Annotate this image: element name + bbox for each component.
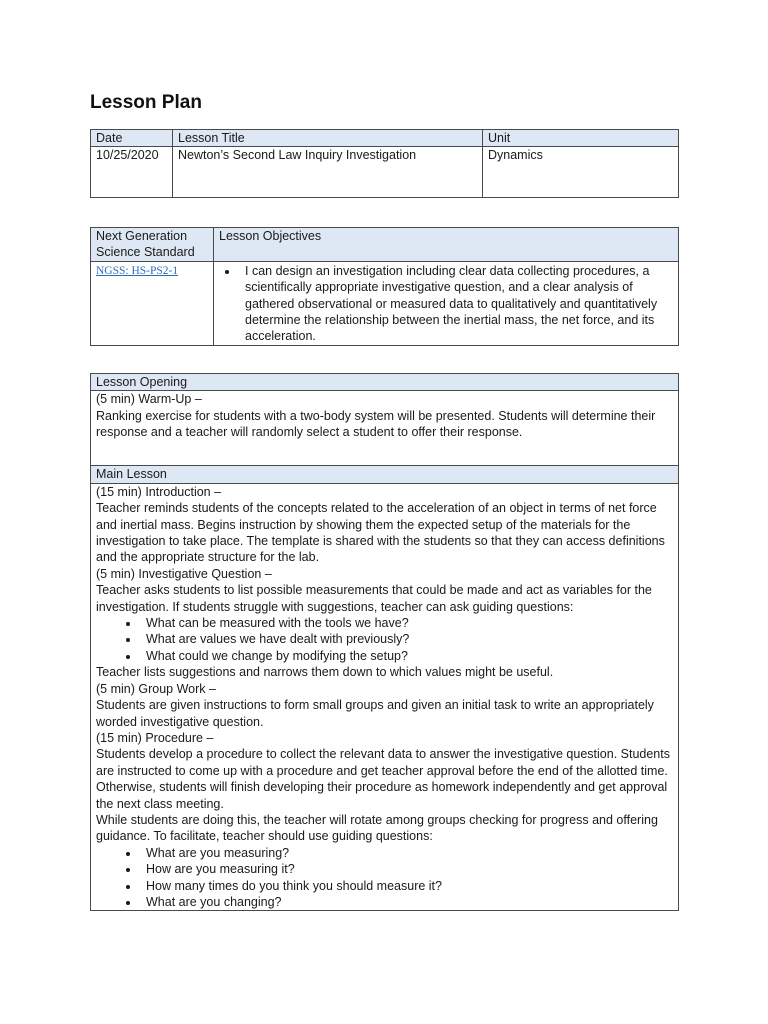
page-title: Lesson Plan — [90, 92, 202, 113]
unit-value: Dynamics — [483, 147, 679, 198]
list-item: • How are you measuring it? — [140, 861, 673, 877]
group-heading: (5 min) Group Work – — [96, 681, 216, 696]
lesson-title-value: Newton’s Second Law Inquiry Investigation — [173, 147, 483, 198]
list-item: • What are you changing? — [140, 894, 673, 910]
lesson-opening-section — [91, 391, 679, 466]
procedure-text: Students develop a procedure to collect the relevant data to answer the investigative question. Students are instructed to come up with a procedure and get teacher approval before the end of the allotted time. Otherwise, students will finish developing their procedure as homework independently and get approval the next class meeting. — [96, 747, 670, 811]
lesson-opening-header: Lesson Opening — [91, 374, 679, 391]
header-objectives: Lesson Objectives — [214, 228, 679, 262]
header-date: Date — [91, 130, 173, 147]
header-ngss: Next Generation Science Standard — [91, 228, 214, 262]
info-header-row — [91, 130, 679, 147]
lesson-info-table — [90, 129, 679, 198]
header-unit: Unit — [483, 130, 679, 147]
date-value: 10/25/2020 — [91, 147, 173, 198]
main-lesson-section — [91, 483, 679, 911]
question-bullets — [96, 615, 673, 664]
list-item: • What could we change by modifying the setup? — [140, 648, 673, 664]
main-lesson-header: Main Lesson — [91, 466, 679, 483]
header-lesson-title: Lesson Title — [173, 130, 483, 147]
intro-heading: (15 min) Introduction – — [96, 484, 222, 499]
intro-text: Teacher reminds students of the concepts related to the acceleration of an object in terms of net force and inertial mass. Begins instruction by showing them the expected setup of the materials for the investigation to take place. The template is shared with the students so that they can access definitions and the appropriate structure for the lab. — [96, 501, 665, 565]
standards-header-row — [91, 228, 679, 262]
question-text: Teacher asks students to list possible measurements that could be made and act as variables for the investigation. If students struggle with suggestions, teacher can ask guiding questions: — [96, 583, 652, 614]
procedure-bullets — [96, 845, 673, 911]
info-data-row — [91, 147, 679, 198]
list-item: • How many times do you think you should measure it? — [140, 878, 673, 894]
list-item: • What are you measuring? — [140, 845, 673, 861]
group-text: Students are given instructions to form small groups and given an initial task to write an appropriately worded investigative question. — [96, 698, 654, 729]
objectives-list — [219, 262, 673, 345]
question-after-text: Teacher lists suggestions and narrows them down to which values might be useful. — [96, 665, 554, 680]
lesson-activities-table — [90, 373, 679, 911]
standards-data-row — [91, 261, 679, 345]
objective-item: • I can design an investigation including clear data collecting procedures, a scientifically appropriate investigative question, and a clear analysis of gathered observational or measured data to qualitatively and quantitatively determine the relationship between the inertial mass, the net force, and its acceleration. — [239, 263, 673, 345]
list-item: • What are values we have dealt with previously? — [140, 631, 673, 647]
list-item: • What can be measured with the tools we have? — [140, 615, 673, 631]
question-heading: (5 min) Investigative Question – — [96, 566, 272, 581]
procedure-text-2: While students are doing this, the teacher will rotate among groups checking for progress and offering guidance. To facilitate, teacher should use guiding questions: — [96, 812, 658, 844]
ngss-standard-link[interactable]: NGSS: HS-PS2-1 — [96, 264, 179, 277]
warmup-text: Ranking exercise for students with a two-body system will be presented. Students will determine their response and a teacher will randomly select a student to offer their response. — [96, 408, 656, 440]
standards-table — [90, 227, 679, 346]
warmup-heading: (5 min) Warm-Up – — [96, 392, 202, 407]
procedure-heading: (15 min) Procedure – — [96, 730, 214, 745]
